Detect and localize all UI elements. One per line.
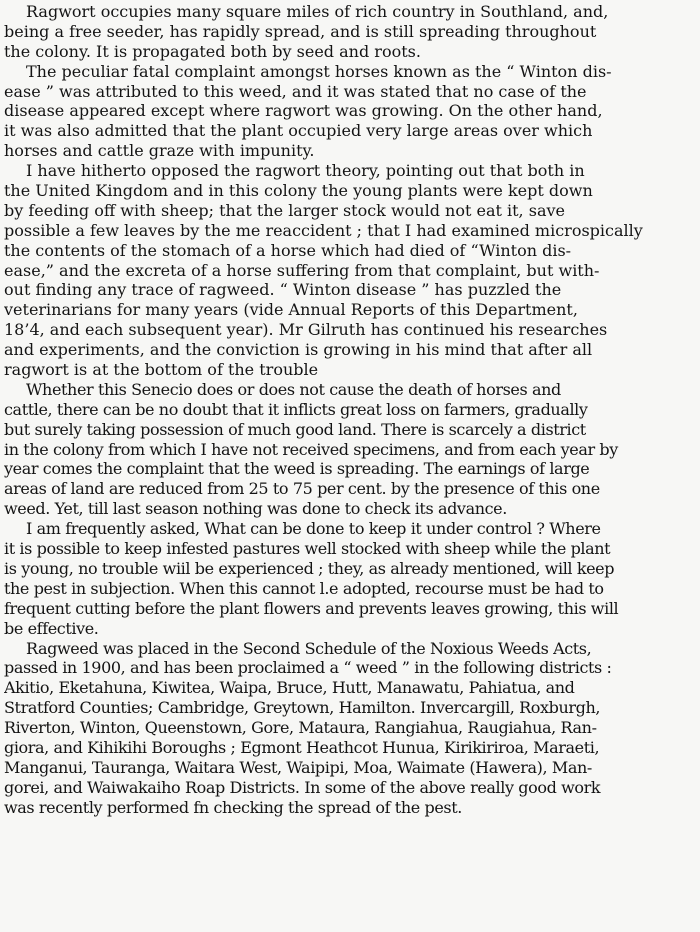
text-line: and experiments, and the conviction is growing in his mind that after all [4,340,593,360]
text-line: Ragweed was placed in the Second Schedule of the Noxious Weeds Acts, [26,638,592,658]
text-line: the United Kingdom and in this colony the young plants were kept down [4,181,593,201]
text-line: Whether this Senecio does or does not cause the death of horses and [26,379,561,399]
text-line: but surely taking possession of much good land. There is scarcely a district [4,419,586,439]
text-line: areas of land are reduced from 25 to 75 per cent. by the presence of this one [4,479,600,499]
paragraph-noxious-weeds-districts [4,639,696,818]
text-line: giora, and Kihikihi Boroughs ; Egmont Heathcot Hunua, Kirikiriroa, Maraeti, [4,737,600,757]
text-line: Riverton, Winton, Queenstown, Gore, Mataura, Rangiahua, Raugiahua, Ran- [4,718,597,738]
text-line: by feeding off with sheep; that the larger stock would not eat it, save [4,200,565,220]
paragraph-winton-disease [4,62,696,161]
paragraph-ragwort-intro [4,2,696,62]
text-line: being a free seeder, has rapidly spread, and is still spreading throughout [4,21,597,41]
text-line: be effective. [4,618,99,638]
text-line: The peculiar fatal complaint amongst horses known as the “ Winton dis- [26,61,612,81]
text-line: I am frequently asked, What can be done to keep it under control ? Where [26,519,601,539]
text-line: out finding any trace of ragweed. “ Winton disease ” has puzzled the [4,280,562,300]
text-line: possible a few leaves by the me reaccident ; that I had examined microspically [4,220,643,240]
text-line: cattle, there can be no doubt that it inflicts great loss on farmers, gradually [4,399,588,419]
text-line: passed in 1900, and has been proclaimed a “ weed ” in the following districts : [4,658,612,678]
text-line: Manganui, Tauranga, Waitara West, Waipipi, Moa, Waimate (Hawera), Man- [4,757,592,777]
text-line: disease appeared except where ragwort was growing. On the other hand, [4,101,603,121]
text-line: veterinarians for many years (vide Annual Reports of this Department, [4,300,578,320]
text-line: Akitio, Eketahuna, Kiwitea, Waipa, Bruce, Hutt, Manawatu, Pahiatua, and [4,678,575,698]
text-line: ease ” was attributed to this weed, and it was stated that no case of the [4,81,587,101]
text-line: it was also admitted that the plant occupied very large areas over which [4,121,593,141]
text-line: ease,” and the excreta of a horse suffering from that complaint, but with- [4,260,600,280]
text-line: the colony. It is propagated both by seed and roots. [4,41,421,61]
text-line: the contents of the stomach of a horse which had died of “Winton dis- [4,240,572,260]
paragraph-senecio-losses [4,380,696,519]
text-line: weed. Yet, till last season nothing was done to check its advance. [4,499,507,519]
text-line: was recently performed fn checking the spread of the pest. [4,797,462,817]
text-line: ragwort is at the bottom of the trouble [4,360,319,380]
text-line: it is possible to keep infested pastures well stocked with sheep while the plant [4,539,611,559]
text-line: year comes the complaint that the weed is spreading. The earnings of large [4,459,590,479]
text-line: is young, no trouble wiil be experienced ; they, as already mentioned, will keep [4,558,615,578]
paragraph-ragwort-theory [4,161,696,380]
text-line: 18’4, and each subsequent year). Mr Gilruth has continued his researches [4,320,608,340]
text-line: gorei, and Waiwakaiho Roap Districts. In some of the above really good work [4,777,601,797]
text-line: Stratford Counties; Cambridge, Greytown, Hamilton. Invercargill, Roxburgh, [4,698,601,718]
paragraph-control-methods [4,519,696,638]
text-line: the pest in subjection. When this cannot l.e adopted, recourse must be had to [4,578,604,598]
text-line: in the colony from which I have not received specimens, and from each year by [4,439,618,459]
text-line: I have hitherto opposed the ragwort theory, pointing out that both in [26,161,585,181]
text-line: frequent cutting before the plant flowers and prevents leaves growing, this will [4,598,619,618]
text-line: horses and cattle graze with impunity. [4,141,315,161]
text-line: Ragwort occupies many square miles of rich country in Southland, and, [26,2,609,21]
